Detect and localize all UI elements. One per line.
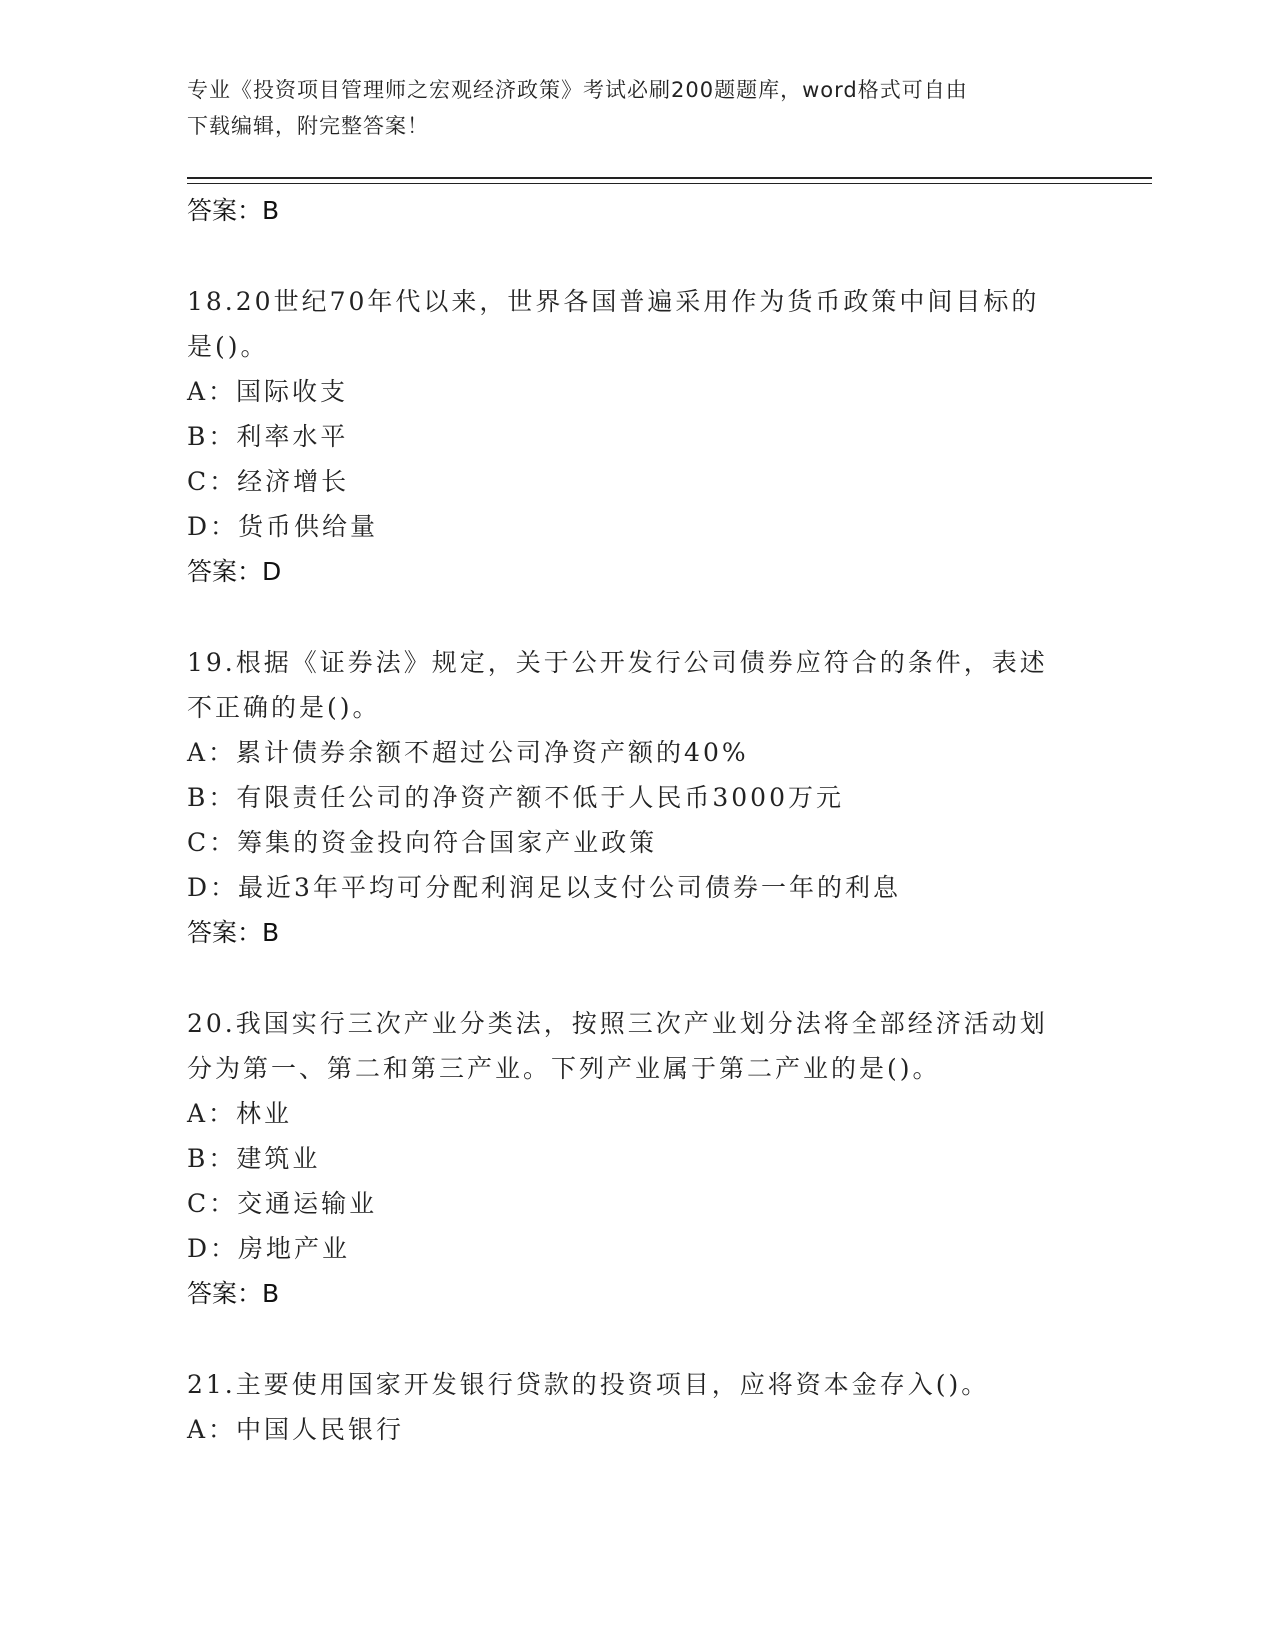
document-header	[187, 72, 1067, 144]
question-line: 不正确的是()。	[187, 693, 381, 722]
question-line: 19.根据《证券法》规定，关于公开发行公司债券应符合的条件，表述	[187, 648, 1048, 677]
question-text	[187, 640, 1087, 730]
question-list	[187, 188, 1087, 1452]
header-rule-thick	[187, 177, 1152, 179]
option-c: C：经济增长	[187, 467, 350, 496]
question-text	[187, 1001, 1087, 1091]
option-b: B：建筑业	[187, 1144, 321, 1173]
option-d: D：货币供给量	[187, 512, 379, 541]
option-a: A：国际收支	[187, 377, 349, 406]
question-line: 18.20世纪70年代以来，世界各国普遍采用作为货币政策中间目标的	[187, 287, 1040, 316]
question-line: 20.我国实行三次产业分类法，按照三次产业划分法将全部经济活动划	[187, 1009, 1048, 1038]
question-18	[187, 279, 1087, 594]
previous-answer: 答案：B	[187, 196, 280, 225]
option-d: D：房地产业	[187, 1234, 351, 1263]
answer: 答案：B	[187, 918, 280, 947]
question-text	[187, 1362, 1087, 1407]
option-b: B：有限责任公司的净资产额不低于人民币3000万元	[187, 783, 844, 812]
answer: 答案：B	[187, 1279, 280, 1308]
question-line: 21.主要使用国家开发银行贷款的投资项目，应将资本金存入()。	[187, 1370, 990, 1399]
question-20	[187, 1001, 1087, 1316]
option-a: A：林业	[187, 1099, 293, 1128]
answer: 答案：D	[187, 557, 282, 586]
option-c: C：筹集的资金投向符合国家产业政策	[187, 828, 658, 857]
question-line: 是()。	[187, 332, 269, 361]
option-a: A：累计债券余额不超过公司净资产额的40%	[187, 738, 749, 767]
option-c: C：交通运输业	[187, 1189, 378, 1218]
question-19	[187, 640, 1087, 955]
header-line-1: 专业《投资项目管理师之宏观经济政策》考试必刷200题题库，word格式可自由	[187, 78, 968, 102]
option-b: B：利率水平	[187, 422, 349, 451]
option-d: D：最近3年平均可分配利润足以支付公司债券一年的利息	[187, 873, 901, 902]
question-21	[187, 1362, 1087, 1452]
option-a: A：中国人民银行	[187, 1415, 405, 1444]
question-text	[187, 279, 1087, 369]
header-line-2: 下载编辑，附完整答案！	[187, 114, 429, 138]
header-rule-thin	[187, 183, 1152, 184]
question-line: 分为第一、第二和第三产业。下列产业属于第二产业的是()。	[187, 1054, 941, 1083]
